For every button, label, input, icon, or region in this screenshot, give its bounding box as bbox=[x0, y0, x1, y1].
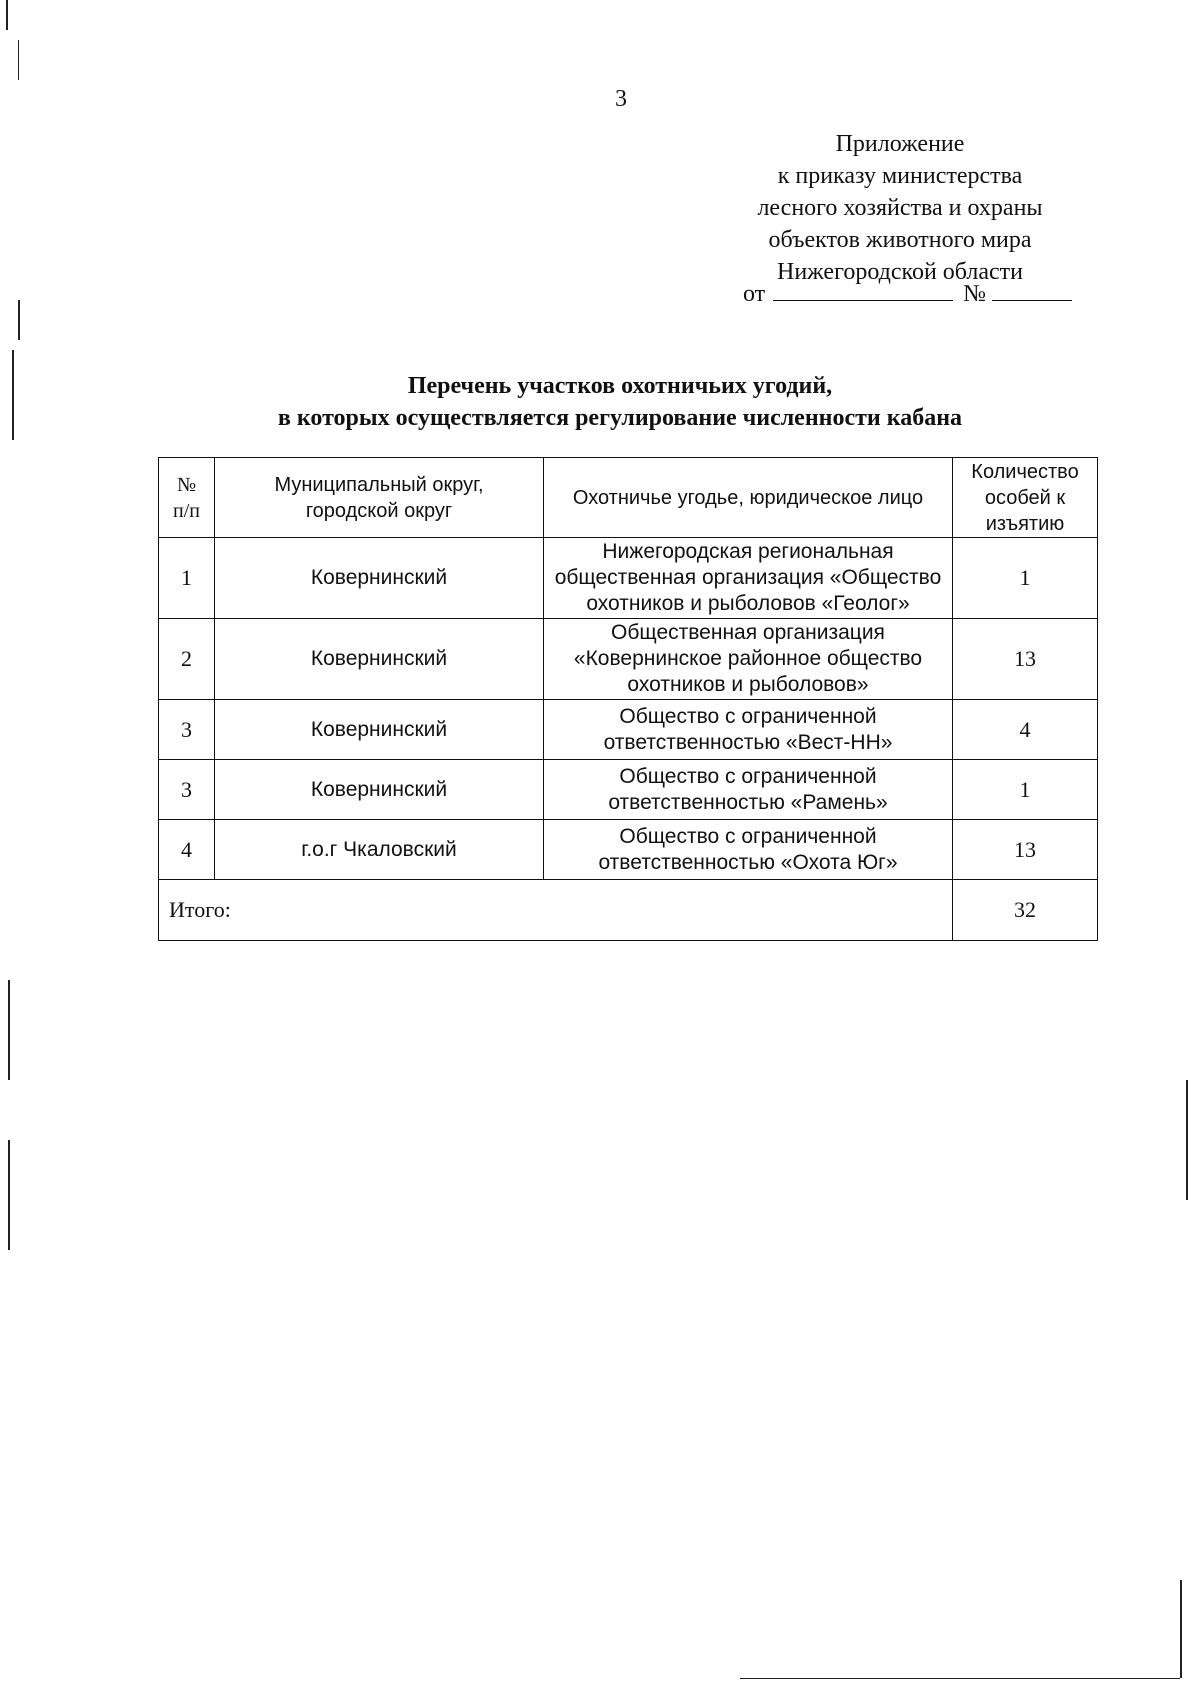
row-district: Ковернинский bbox=[215, 760, 544, 820]
header-qty: Количество особей к изъятию bbox=[953, 458, 1098, 538]
scan-edge-mark bbox=[18, 300, 20, 340]
appendix-title: Приложение bbox=[835, 131, 965, 157]
scan-edge-mark bbox=[8, 980, 10, 1080]
date-blank bbox=[773, 278, 953, 301]
table-row bbox=[159, 538, 1098, 619]
row-num: 3 bbox=[159, 760, 215, 820]
appendix-line: объектов животного мира bbox=[768, 227, 1032, 253]
appendix-block bbox=[740, 128, 1060, 288]
page-number: 3 bbox=[615, 86, 627, 112]
scan-edge-mark bbox=[1186, 1080, 1188, 1200]
total-row bbox=[159, 880, 1098, 941]
row-qty: 1 bbox=[953, 538, 1098, 619]
row-qty: 1 bbox=[953, 760, 1098, 820]
row-qty: 13 bbox=[953, 619, 1098, 700]
row-num: 1 bbox=[159, 538, 215, 619]
hunting-grounds-table bbox=[158, 457, 1098, 941]
number-blank bbox=[992, 278, 1072, 301]
row-district: Ковернинский bbox=[215, 619, 544, 700]
table-header-row bbox=[159, 458, 1098, 538]
table-row bbox=[159, 820, 1098, 880]
row-org: Общество с ограниченной ответственностью «Охота Юг» bbox=[544, 820, 953, 880]
row-district: г.о.г Чкаловский bbox=[215, 820, 544, 880]
row-org: Нижегородская региональная общественная организация «Общество охотников и рыболовов «Геолог» bbox=[544, 538, 953, 619]
row-num: 4 bbox=[159, 820, 215, 880]
appendix-line: лесного хозяйства и охраны bbox=[757, 195, 1043, 221]
scan-edge-mark bbox=[1180, 1580, 1182, 1678]
header-org: Охотничье угодье, юридическое лицо bbox=[544, 458, 953, 538]
header-num: № п/п bbox=[159, 458, 215, 538]
header-district: Муниципальный округ, городской округ bbox=[215, 458, 544, 538]
scan-edge-mark bbox=[6, 0, 8, 30]
title-line-1: Перечень участков охотничьих угодий, bbox=[407, 373, 833, 399]
row-district: Ковернинский bbox=[215, 700, 544, 760]
scan-edge-mark bbox=[8, 1140, 10, 1250]
scan-edge-mark bbox=[740, 1678, 1180, 1679]
appendix-line: Нижегородской области bbox=[776, 259, 1024, 285]
scan-edge-mark bbox=[18, 40, 19, 80]
document-title bbox=[0, 370, 1200, 434]
total-value: 32 bbox=[953, 880, 1098, 941]
row-qty: 13 bbox=[953, 820, 1098, 880]
row-num: 2 bbox=[159, 619, 215, 700]
number-label: № bbox=[963, 281, 987, 307]
date-number-line bbox=[743, 278, 1072, 308]
appendix-line: к приказу министерства bbox=[777, 163, 1023, 189]
total-label: Итого: bbox=[159, 880, 953, 941]
row-qty: 4 bbox=[953, 700, 1098, 760]
row-org: Общество с ограниченной ответственностью «Вест-НН» bbox=[544, 700, 953, 760]
table-row bbox=[159, 760, 1098, 820]
title-line-2: в которых осуществляется регулирование численности кабана bbox=[277, 405, 963, 431]
row-num: 3 bbox=[159, 700, 215, 760]
table-row bbox=[159, 619, 1098, 700]
row-district: Ковернинский bbox=[215, 538, 544, 619]
row-org: Общественная организация «Ковернинское районное общество охотников и рыболовов» bbox=[544, 619, 953, 700]
from-label: от bbox=[743, 281, 766, 307]
table-row bbox=[159, 700, 1098, 760]
row-org: Общество с ограниченной ответственностью «Рамень» bbox=[544, 760, 953, 820]
